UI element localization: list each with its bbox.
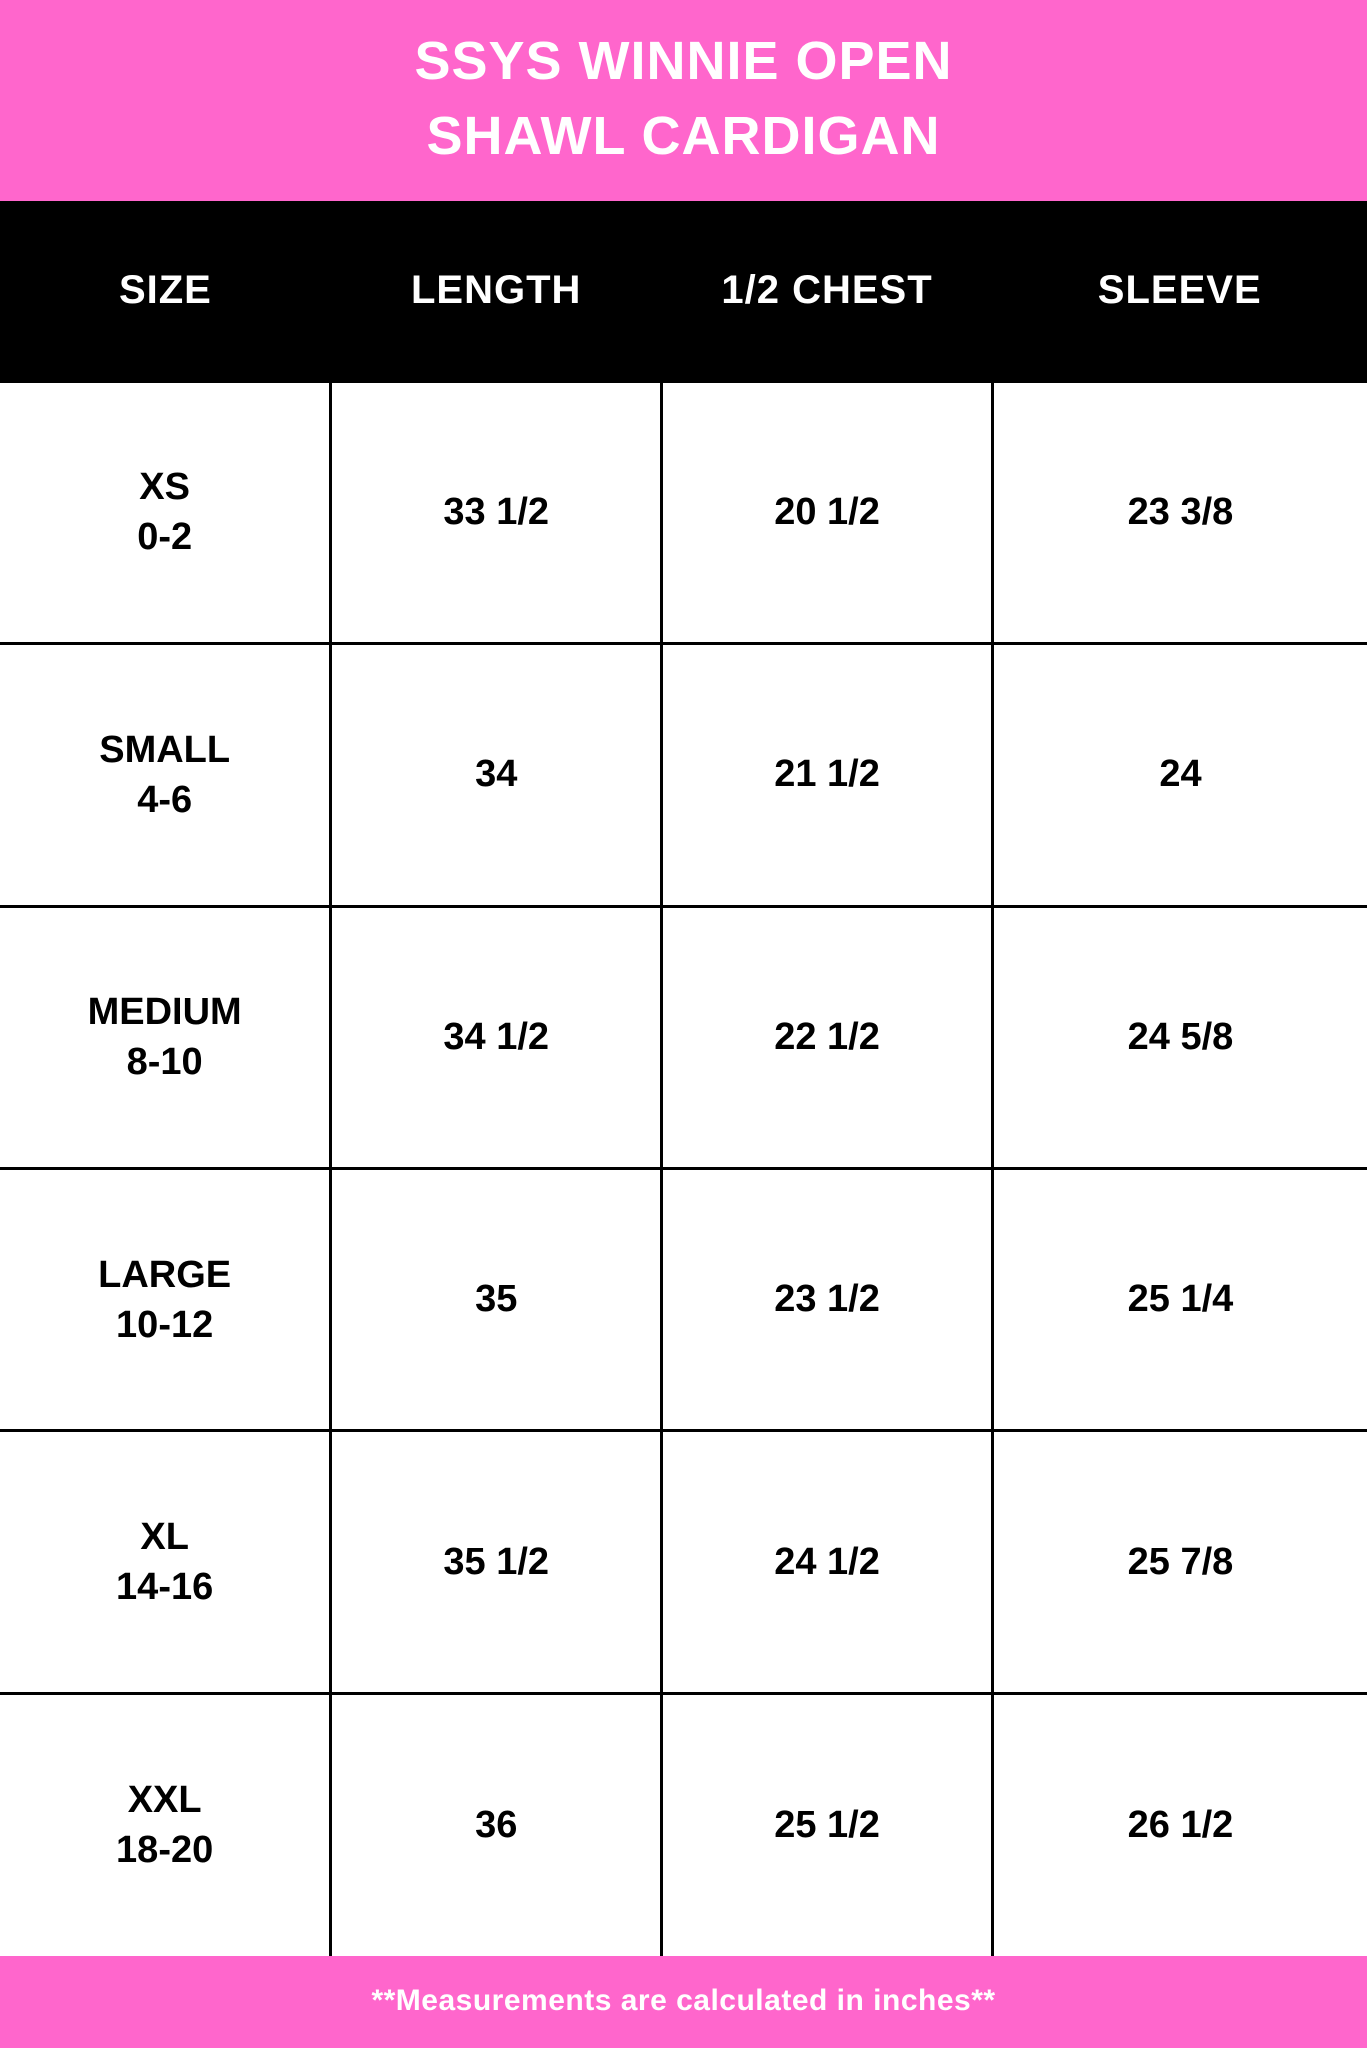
cell-size [0, 1693, 331, 1956]
size-range: 4-6 [137, 778, 193, 821]
table-body [0, 381, 1367, 1956]
table-row [0, 906, 1367, 1168]
column-header-length: LENGTH [331, 201, 662, 381]
size-range: 0-2 [137, 516, 193, 559]
table-row [0, 1431, 1367, 1693]
cell-length: 35 [331, 1168, 662, 1430]
size-label: MEDIUM [87, 991, 242, 1034]
page-title [0, 0, 1367, 201]
cell-length: 34 1/2 [331, 906, 662, 1168]
cell-half-chest: 25 1/2 [662, 1693, 993, 1956]
cell-sleeve: 24 [992, 644, 1367, 906]
cell-sleeve: 26 1/2 [992, 1693, 1367, 1956]
table-row [0, 644, 1367, 906]
cell-length: 36 [331, 1693, 662, 1956]
cell-sleeve: 23 3/8 [992, 381, 1367, 643]
column-header-half-chest: 1/2 CHEST [662, 201, 993, 381]
cell-length: 33 1/2 [331, 381, 662, 643]
cell-half-chest: 21 1/2 [662, 644, 993, 906]
page-title-line-2: SHAWL CARDIGAN [426, 105, 941, 166]
table-header [0, 201, 1367, 381]
cell-half-chest: 24 1/2 [662, 1431, 993, 1693]
column-header-sleeve: SLEEVE [992, 201, 1367, 381]
column-header-size: SIZE [0, 201, 331, 381]
size-range: 14-16 [116, 1566, 214, 1609]
table-row [0, 1168, 1367, 1430]
cell-half-chest: 20 1/2 [662, 381, 993, 643]
size-label: LARGE [98, 1253, 232, 1296]
size-range: 10-12 [116, 1303, 214, 1346]
table-row [0, 381, 1367, 643]
cell-half-chest: 22 1/2 [662, 906, 993, 1168]
cell-sleeve: 25 7/8 [992, 1431, 1367, 1693]
size-label: XS [139, 466, 190, 509]
table-header-row [0, 201, 1367, 381]
page-title-line-1: SSYS WINNIE OPEN [414, 31, 953, 91]
size-label: XL [140, 1516, 189, 1559]
size-label: XXL [127, 1779, 202, 1822]
cell-size [0, 381, 331, 643]
size-chart-table [0, 201, 1367, 1956]
cell-size [0, 906, 331, 1168]
cell-length: 35 1/2 [331, 1431, 662, 1693]
cell-sleeve: 25 1/4 [992, 1168, 1367, 1430]
cell-size [0, 1168, 331, 1430]
cell-size [0, 1431, 331, 1693]
cell-sleeve: 24 5/8 [992, 906, 1367, 1168]
measurement-note: **Measurements are calculated in inches** [0, 1956, 1367, 2048]
size-label: SMALL [99, 728, 231, 771]
cell-length: 34 [331, 644, 662, 906]
size-range: 8-10 [126, 1041, 203, 1084]
size-range: 18-20 [116, 1829, 214, 1872]
table-row [0, 1693, 1367, 1956]
cell-size [0, 644, 331, 906]
cell-half-chest: 23 1/2 [662, 1168, 993, 1430]
